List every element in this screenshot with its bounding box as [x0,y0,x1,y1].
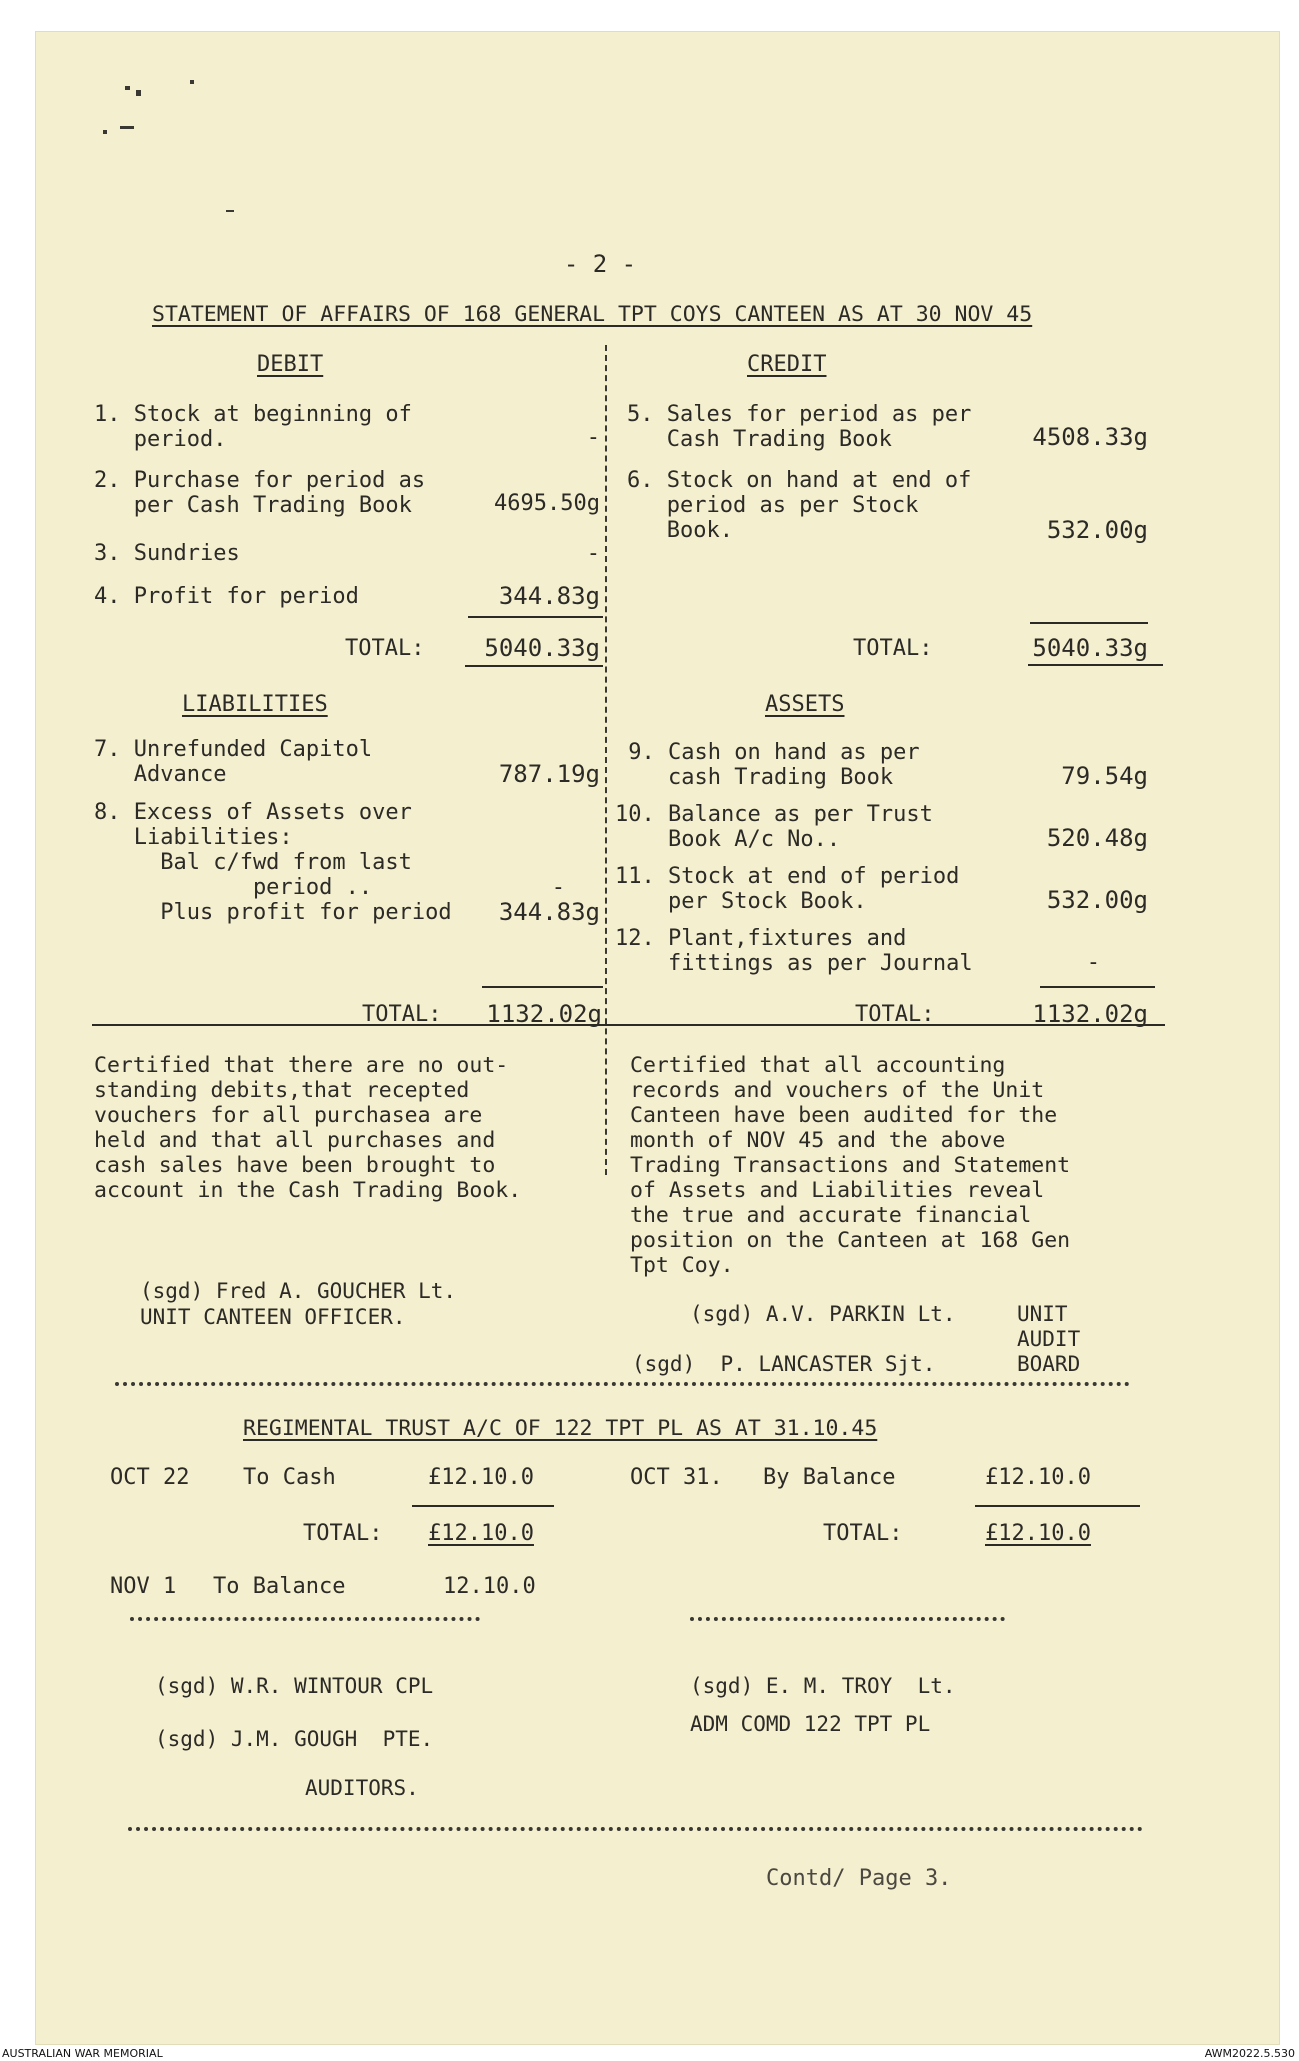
assets-item-text: 9. Cash on hand as per cash Trading Book [628,740,920,790]
credit-item-value: 532.00g [1046,516,1148,544]
assets-item-text: 11. Stock at end of period per Stock Book. [615,864,960,914]
assets-total-value: 1132.02g [1032,1000,1148,1028]
certification-left: Certified that there are no out- standing debits,that recepted vouchers for all purchasea are held and that all purchases and cash sales have been brought to account in the Cash Trading Book. [94,1053,522,1203]
dotted-separator [690,1617,1005,1621]
trust-right-total-value: £12.10.0 [985,1521,1091,1546]
credit-total-value: 5040.33g [1032,634,1148,662]
trust-left-date: OCT 22 [110,1465,190,1490]
liabilities-total-value: 1132.02g [486,1000,602,1028]
debit-item-value: 4695.50g [494,491,600,516]
debit-item-text: 3. Sundries [94,541,240,566]
liabilities-heading: LIABILITIES [182,692,328,717]
trust-right-total-label: TOTAL: [823,1521,903,1546]
trust-nov-date: NOV 1 [110,1574,177,1599]
dotted-separator [128,1827,1143,1831]
trust-title: REGIMENTAL TRUST A/C OF 122 TPT PL AS AT 31.10.45 [243,1416,878,1441]
audit-board-label: UNIT AUDIT BOARD [1017,1302,1081,1376]
rule [1030,622,1148,624]
ink-mark [226,210,234,212]
rule [468,616,603,618]
liabilities-item-text: 8. Excess of Assets over Liabilities: Bal c/fwd from last period .. Plus profit for period [94,800,452,925]
continued-note: Contd/ Page 3. [766,1866,952,1891]
dotted-separator [130,1617,480,1621]
ink-mark [190,80,194,84]
credit-total-label: TOTAL: [853,636,933,661]
debit-item-text: 2. Purchase for period as per Cash Trading Book [94,468,426,518]
debit-heading: DEBIT [257,352,324,377]
page-number: - 2 - [563,250,637,278]
assets-item-text: 10. Balance as per Trust Book A/c No.. [615,802,933,852]
rule [482,986,603,988]
adm-comd-label: ADM COMD 122 TPT PL [690,1712,931,1736]
assets-item-value: - [1086,950,1100,975]
rule [412,1505,554,1507]
credit-item-text: 6. Stock on hand at end of period as per Stock Book. [627,468,972,543]
assets-item-text: 12. Plant,fixtures and fittings as per Journal [615,926,973,976]
signature-parkin: (sgd) A.V. PARKIN Lt. [690,1302,956,1326]
assets-total-label: TOTAL: [855,1002,935,1027]
ink-mark [120,126,134,129]
debit-item-value: 344.83g [498,582,600,610]
trust-nov-desc: To Balance [213,1574,346,1599]
assets-item-value: 532.00g [1046,886,1148,914]
trust-left-total-label: TOTAL: [303,1521,383,1546]
credit-heading: CREDIT [747,352,827,377]
rule [465,665,603,667]
credit-item-text: 5. Sales for period as per Cash Trading Book [627,402,972,452]
liabilities-item-value: 344.83g [498,898,600,926]
statement-title: STATEMENT OF AFFAIRS OF 168 GENERAL TPT COYS CANTEEN AS AT 30 NOV 45 [152,302,1033,327]
signature-goucher: (sgd) Fred A. GOUCHER Lt. UNIT CANTEEN OFFICER. [140,1279,457,1329]
liabilities-total-label: TOTAL: [362,1002,442,1027]
liabilities-item-value: 787.19g [498,760,600,788]
ink-mark [125,86,130,90]
debit-total-value: 5040.33g [484,634,600,662]
signature-troy: (sgd) E. M. TROY Lt. [690,1674,956,1698]
trust-right-desc: By Balance [763,1465,896,1490]
rule [1028,664,1163,666]
certification-right: Certified that all accounting records and vouchers of the Unit Canteen have been audited for the month of NOV 45 and the above Trading Transactions and Statement of Assets and Liabilities reveal the true and accurate financial position on the Canteen at 168 Gen Tpt Coy. [630,1053,1071,1278]
dotted-separator [115,1382,1130,1386]
footer-source: AUSTRALIAN WAR MEMORIAL [2,2047,163,2060]
debit-total-label: TOTAL: [345,636,425,661]
assets-item-value: 79.54g [1061,762,1148,790]
signature-gough: (sgd) J.M. GOUGH PTE. [155,1727,434,1751]
assets-heading: ASSETS [765,692,845,717]
trust-right-date: OCT 31. [630,1465,723,1490]
footer-reference: AWM2022.5.530 [1204,2047,1295,2060]
auditors-label: AUDITORS. [305,1776,419,1800]
trust-left-total-value: £12.10.0 [428,1521,534,1546]
liabilities-item-value: - [551,875,565,900]
rule [1040,986,1155,988]
column-divider [605,345,607,1175]
trust-left-desc: To Cash [243,1465,336,1490]
assets-item-value: 520.48g [1046,824,1148,852]
trust-right-value: £12.10.0 [985,1465,1091,1490]
liabilities-item-text: 7. Unrefunded Capitol Advance [94,737,373,787]
credit-item-value: 4508.33g [1032,423,1148,451]
debit-item-text: 4. Profit for period [94,584,359,609]
trust-nov-value: 12.10.0 [443,1574,536,1599]
debit-item-text: 1. Stock at beginning of period. [94,402,412,452]
trust-left-value: £12.10.0 [428,1465,534,1490]
debit-item-value: - [586,541,600,566]
rule [975,1505,1140,1507]
debit-item-value: - [586,425,600,450]
signature-wintour: (sgd) W.R. WINTOUR CPL [155,1674,434,1698]
ink-mark [136,90,141,96]
signature-lancaster: (sgd) P. LANCASTER Sjt. [632,1352,936,1376]
ink-mark [103,130,107,134]
